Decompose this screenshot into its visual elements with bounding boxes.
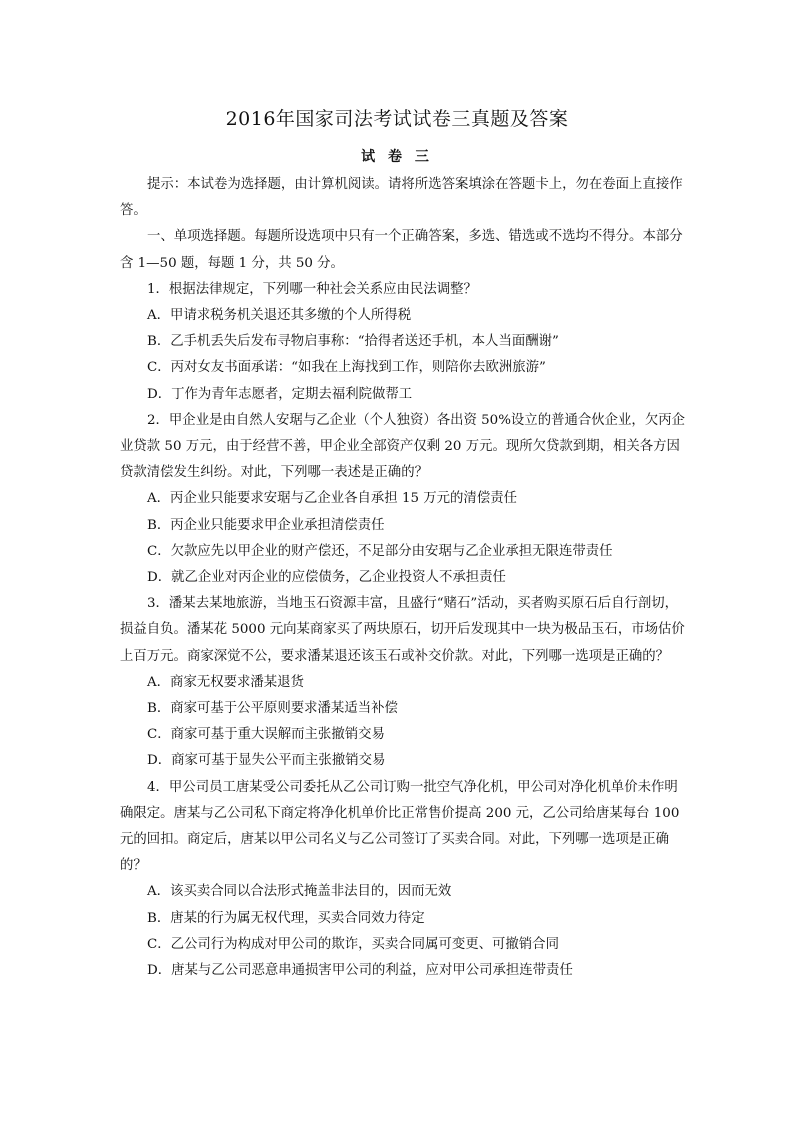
option-a: A．甲请求税务机关退还其多缴的个人所得税 — [147, 308, 412, 324]
option-c: C．丙对女友书面承诺：“如我在上海找到工作，则陪你去欧洲旅游” — [147, 360, 546, 376]
question-1 — [120, 277, 686, 408]
question-stem: 2．甲企业是由自然人安琚与乙企业（个人独资）各出资 50%设立的普通合伙企业，欠丙企业贷款 50 万元，由于经营不善，甲企业全部资产仅剩 20 万元。现所欠贷款到期，相关各方因贷款清偿发生纠纷。对此，下列哪一表述是正确的？ — [120, 412, 685, 481]
option-a: A．该买卖合同以合法形式掩盖非法目的，因而无效 — [147, 884, 452, 900]
question-3 — [120, 591, 686, 774]
question-2 — [120, 408, 686, 591]
option-b: B．商家可基于公平原则要求潘某适当补偿 — [147, 701, 398, 717]
option-d: D．商家可基于显失公平而主张撤销交易 — [147, 753, 386, 769]
option-d: D．丁作为青年志愿者，定期去福利院做帮工 — [147, 386, 413, 402]
option-b: B．丙企业只能要求甲企业承担清偿责任 — [147, 517, 385, 533]
document-body — [120, 172, 686, 984]
option-b: B．唐某的行为属无权代理，买卖合同效力待定 — [147, 910, 425, 926]
option-b: B．乙手机丢失后发布寻物启事称：“拾得者送还手机，本人当面酬谢” — [147, 334, 559, 350]
option-a: A．商家无权要求潘某退货 — [147, 674, 304, 690]
exam-tip: 提示：本试卷为选择题，由计算机阅读。请将所选答案填涂在答题卡上，勿在卷面上直接作答。 — [120, 177, 683, 219]
option-c: C．乙公司行为构成对甲公司的欺诈，买卖合同属可变更、可撤销合同 — [147, 936, 559, 952]
option-c: C．欠款应先以甲企业的财产偿还，不足部分由安琚与乙企业承担无限连带责任 — [147, 543, 613, 559]
option-c: C．商家可基于重大误解而主张撤销交易 — [147, 727, 385, 743]
question-stem: 3．潘某去某地旅游，当地玉石资源丰富，且盛行“赌石”活动，买者购买原石后自行剖切，损益自负。潘某花 5000 元向某商家买了两块原石，切开后发现其中一块为极品玉石，市场估价上百万元。商家深觉不公，要求潘某退还该玉石或补交价款。对此，下列哪一选项是正确的？ — [120, 596, 685, 664]
exam-subtitle: 试 卷 三 — [361, 149, 433, 165]
section-heading: 一、单项选择题。每题所设选项中只有一个正确答案，多选、错选或不选均不得分。本部分含 1—50 题，每题 1 分，共 50 分。 — [120, 229, 683, 271]
question-stem: 1．根据法律规定，下列哪一种社会关系应由民法调整？ — [147, 281, 477, 297]
document-title: 2016年国家司法考试试卷三真题及答案 — [225, 108, 569, 130]
option-d: D．就乙企业对丙企业的应偿债务，乙企业投资人不承担责任 — [147, 570, 506, 586]
option-a: A．丙企业只能要求安琚与乙企业各自承担 15 万元的清偿责任 — [147, 491, 517, 507]
option-d: D．唐某与乙公司恶意串通损害甲公司的利益，应对甲公司承担连带责任 — [147, 963, 573, 979]
question-stem: 4．甲公司员工唐某受公司委托从乙公司订购一批空气净化机，甲公司对净化机单价未作明确限定。唐某与乙公司私下商定将净化机单价比正常售价提高 200 元，乙公司给唐某每台 100 元的回扣。商定后，唐某以甲公司名义与乙公司签订了买卖合同。对此，下列哪一选项是正确的？ — [120, 779, 680, 874]
question-4 — [120, 775, 686, 985]
